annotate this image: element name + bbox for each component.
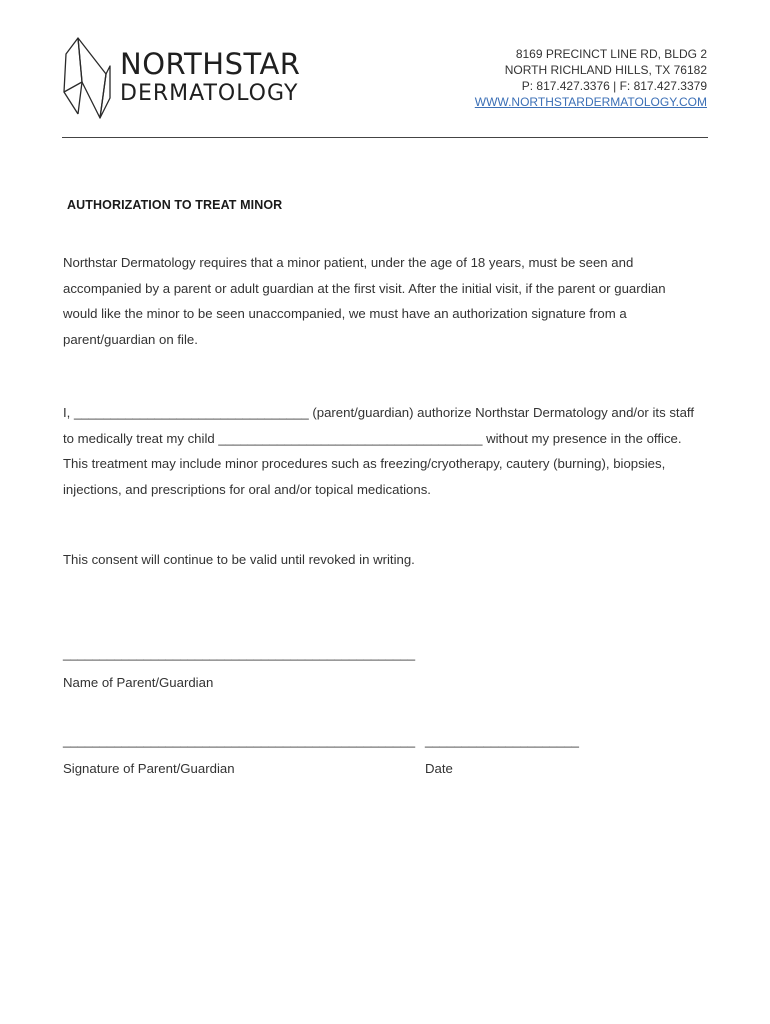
intro-line-4: parent/guardian on file. (63, 331, 198, 347)
intro-line-1: Northstar Dermatology requires that a minor patient, under the age of 18 years, must be seen and (63, 255, 634, 270)
authorization-paragraph (63, 400, 713, 502)
parent-signature-field-line[interactable]: ________________________________________________ (63, 733, 416, 748)
address-phone-fax: P: 817.427.3376 | F: 817.427.3379 (521, 79, 707, 93)
logo-company-name: NORTHSTAR (120, 47, 301, 81)
header-divider (62, 137, 708, 138)
northstar-logo-mark-icon (60, 36, 112, 120)
address-city: NORTH RICHLAND HILLS, TX 76182 (504, 63, 707, 77)
logo-wordmark (120, 47, 301, 106)
company-logo (60, 36, 300, 122)
parent-name-field-line[interactable]: ________________________________________________ (63, 646, 416, 661)
authorization-line-4: injections, and prescriptions for oral and/or topical medications. (63, 481, 431, 497)
intro-line-3: would like the minor to be seen unaccompanied, we must have an authorization signature from a (63, 306, 627, 321)
address-street: 8169 PRECINCT LINE RD, BLDG 2 (515, 47, 707, 61)
authorization-line-1: I, ________________________________ (parent/guardian) authorize Northstar Dermatology and/or its staff (63, 405, 695, 420)
consent-validity-statement: This consent will continue to be valid until revoked in writing. (63, 552, 415, 567)
website-link[interactable]: WWW.NORTHSTARDERMATOLOGY.COM (474, 95, 707, 109)
parent-name-label: Name of Parent/Guardian (63, 675, 214, 690)
parent-signature-label: Signature of Parent/Guardian (63, 761, 235, 776)
intro-line-2: accompanied by a parent or adult guardian at the first visit. After the initial visit, if the parent or guardian (63, 280, 666, 296)
authorization-line-3: This treatment may include minor procedures such as freezing/cryotherapy, cautery (burning), biopsies, (63, 456, 666, 471)
document-title: AUTHORIZATION TO TREAT MINOR (67, 198, 283, 212)
logo-company-subtitle: DERMATOLOGY (120, 81, 299, 106)
date-label: Date (425, 761, 453, 776)
intro-paragraph (63, 250, 713, 352)
date-field-line[interactable]: _____________________ (425, 733, 580, 748)
clinic-address-block (475, 46, 707, 110)
authorization-line-2: to medically treat my child ____________________________________ without my presence in the office. (63, 430, 682, 446)
